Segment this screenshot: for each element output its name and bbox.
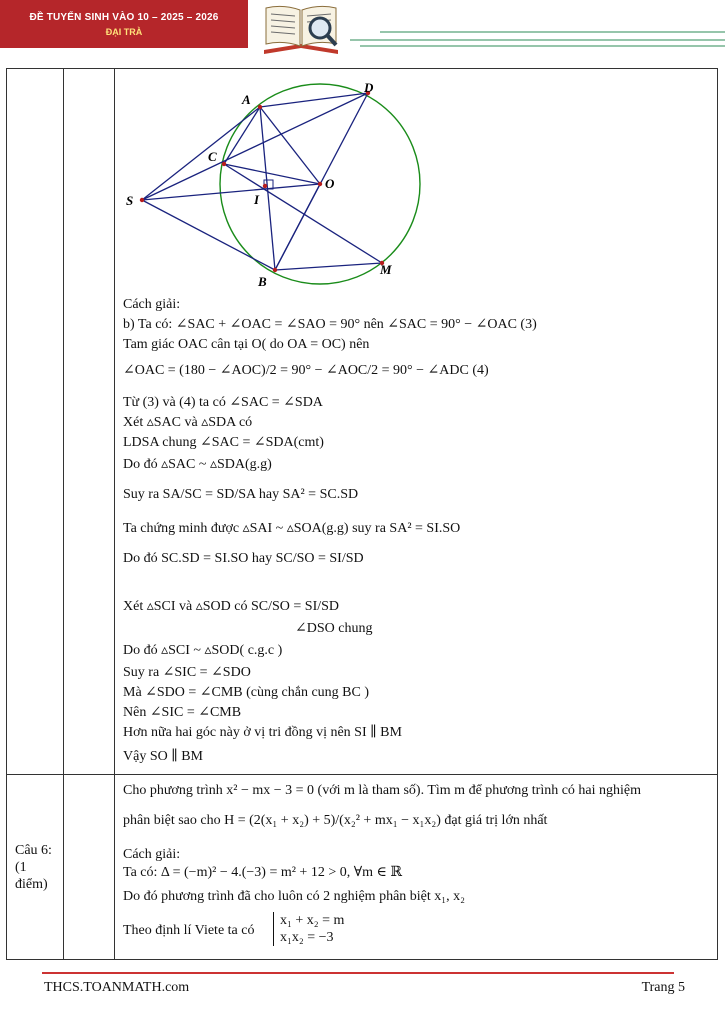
solution-line: ∠OAC = (180 − ∠AOC)/2 = 90° − ∠AOC/2 = 90° − ∠ADC (4) [123,363,489,378]
question-line: Cách giải: [123,847,181,862]
question-line: Cho phương trình x² − mx − 3 = 0 (với m là tham số). Tìm m để phương trình có hai nghiệm [123,783,642,798]
footer-page-number: Trang 5 [641,980,685,995]
question-line: Theo định lí Viete ta có [123,923,255,938]
solution-line: Vậy SO ∥ BM [123,749,203,764]
solution-line: b) Ta có: ∠SAC + ∠OAC = ∠SAO = 90° nên ∠SAC = 90° − ∠OAC (3) [123,317,537,332]
viete-product: x₁x₂ = −3 [280,930,334,945]
geometry-figure [120,76,430,292]
solution-line: Ta chứng minh được ▵SAI ~ ▵SOA(g.g) suy ra SA² = SI.SO [123,521,461,536]
table-col-divider [63,68,64,960]
table-col-divider [114,68,115,960]
solution-line: Do đó SC.SD = SI.SO hay SC/SO = SI/SD [123,551,364,566]
viete-system [273,912,344,946]
label-m: M [380,262,392,277]
solution-line: Do đó ▵SCI ~ ▵SOD( c.g.c ) [123,643,283,658]
label-b: B [258,274,267,289]
solution-line: Xét ▵SAC và ▵SDA có [123,415,253,430]
solution-line: Xét ▵SCI và ▵SOD có SC/SO = SI/SD [123,599,340,614]
label-c: C [208,149,217,164]
footer-site: THCS.TOANMATH.com [44,980,190,995]
viete-sum: x₁ + x₂ = m [280,913,345,928]
question-6-label: Câu 6: (1 điểm) [15,843,52,892]
header-decor-lines [350,20,725,50]
solution-line: Hơn nữa hai góc này ở vị tri đồng vị nên SI ∥ BM [123,725,402,740]
solution-line: Suy ra ∠SIC = ∠SDO [123,665,251,680]
question-line: phân biệt sao cho H = (2(x₁ + x₂) + 5)/(x₂² + mx₁ − x₁x₂) đạt giá trị lớn nhất [123,813,548,828]
header-subtitle: ĐẠI TRÀ [105,27,143,37]
label-i: I [254,192,260,207]
label-a: A [242,92,251,107]
question-line: Do đó phương trình đã cho luôn có 2 nghiệm phân biệt x₁, x₂ [123,889,466,904]
footer-rule [42,972,674,974]
label-s: S [126,193,134,208]
book-magnifier-icon [258,0,344,58]
question-line: Ta có: Δ = (−m)² − 4.(−3) = m² + 12 > 0, ∀m ∈ ℝ [123,865,403,880]
label-d: D [364,80,374,95]
header-title: ĐỀ TUYỂN SINH VÀO 10 – 2025 – 2026 [29,12,219,23]
solution-line: Nên ∠SIC = ∠CMB [123,705,242,720]
solution-line: Tam giác OAC cân tại O( do OA = OC) nên [123,337,370,352]
solution-line: LDSA chung ∠SAC = ∠SDA(cmt) [123,435,324,450]
solution-line: Do đó ▵SAC ~ ▵SDA(g.g) [123,457,272,472]
table-row-divider [6,774,718,775]
solution-line: Mà ∠SDO = ∠CMB (cùng chắn cung BC ) [123,685,370,700]
solution-line: Từ (3) và (4) ta có ∠SAC = ∠SDA [123,395,323,410]
header-banner [0,0,248,48]
solution-line: Suy ra SA/SC = SD/SA hay SA² = SC.SD [123,487,359,502]
solution-line: Cách giải: [123,297,181,312]
solution-line: ∠DSO chung [295,621,373,636]
label-o: O [325,176,335,191]
